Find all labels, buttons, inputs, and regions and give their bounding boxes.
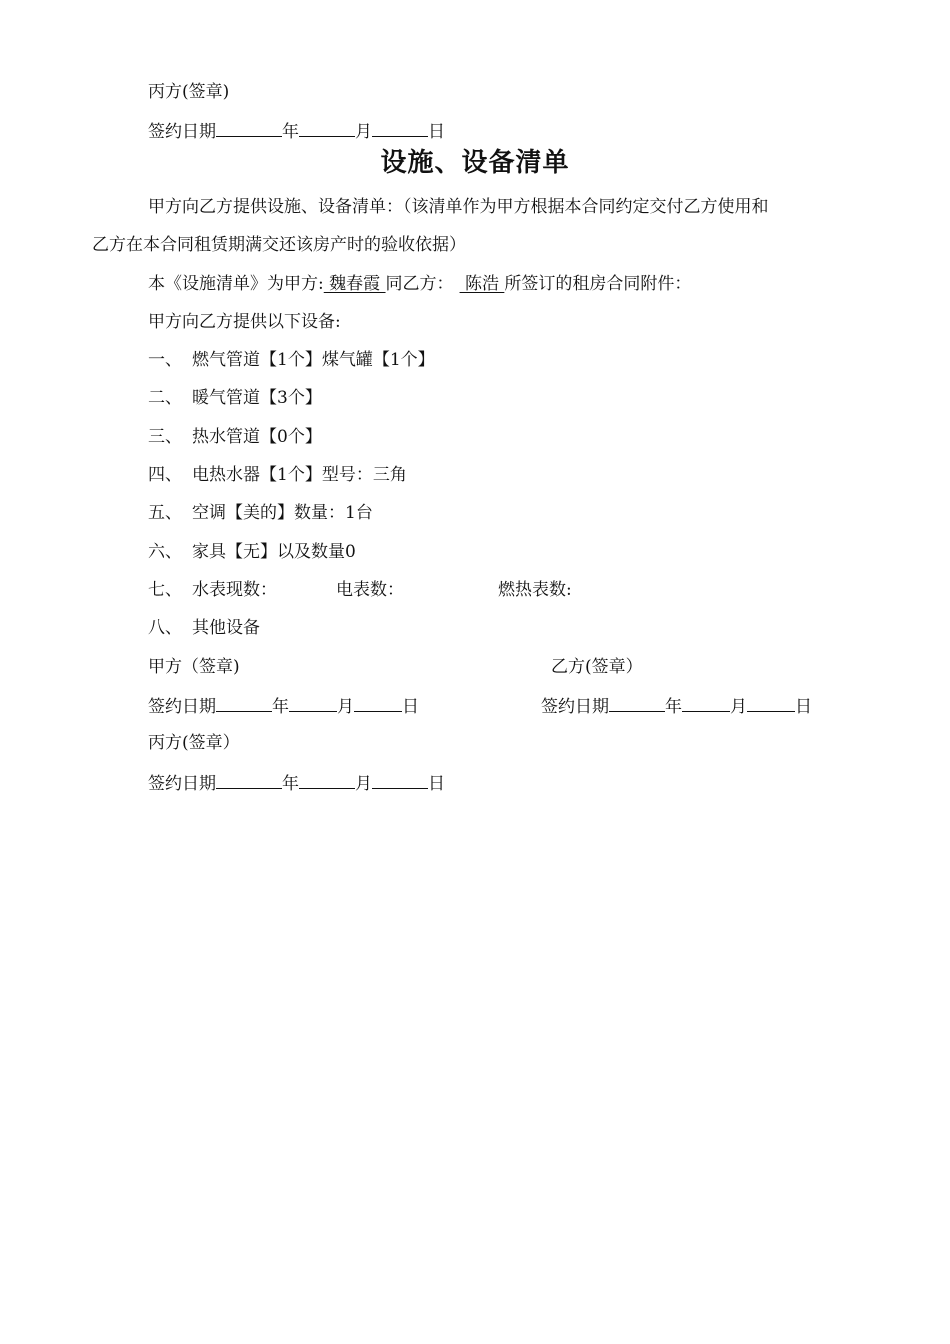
document-title: 设施、设备清单 [380,148,570,178]
month-label: 月 [355,774,372,794]
gas-meter-label: 燃热表数: [498,580,572,600]
intro-line-2: 乙方在本合同租赁期满交还该房产时的验收依据） [92,235,466,255]
sign-date-top [148,118,445,144]
item-number: 二、 [148,388,182,408]
item-number: 一、 [148,350,182,370]
item-number: 七、 [148,580,182,600]
month-blank [299,770,355,789]
month-blank [299,118,355,137]
item-text: 热水管道【0个】 [192,427,322,447]
list-item [148,501,373,525]
intro-line-1: 甲方向乙方提供设施、设备清单：（该清单作为甲方根据本合同约定交付乙方使用和 [148,197,769,217]
meter-readings-item [148,578,628,602]
parties-middle: 同乙方： [385,274,454,294]
day-blank [372,118,428,137]
item-number: 五、 [148,503,182,523]
year-blank [216,770,282,789]
list-item [148,540,356,564]
day-label: 日 [795,697,812,717]
parties-suffix: 所签订的租房合同附件： [504,274,692,294]
list-item [148,386,322,410]
year-label: 年 [665,697,682,717]
day-blank [372,770,428,789]
parties-line [148,272,691,296]
month-label: 月 [730,697,747,717]
month-label: 月 [337,697,354,717]
party-a-sign-date [148,693,419,719]
day-label: 日 [402,697,419,717]
item-number: 八、 [148,618,182,638]
day-label: 日 [428,774,445,794]
party-b-name: 陈浩 [459,274,505,294]
month-blank [682,693,730,712]
day-label: 日 [428,122,445,142]
electric-meter-label: 电表数： [336,580,404,600]
year-blank [609,693,665,712]
party-c-sign-label: 丙方(签章) [148,82,230,102]
year-label: 年 [282,122,299,142]
item-text: 空调【美的】数量：1台 [192,503,373,523]
item-number: 六、 [148,542,182,562]
list-item [148,348,435,372]
year-blank [216,693,272,712]
month-blank [289,693,337,712]
equipment-intro: 甲方向乙方提供以下设备: [148,312,341,332]
parties-prefix: 本《设施清单》为甲方: [148,274,324,294]
item-text: 家具【无】以及数量0 [192,542,356,562]
date-prefix: 签约日期 [148,697,216,717]
party-b-sign-date [541,693,812,719]
party-a-sign: 甲方（签章) [148,657,240,677]
item-text: 暖气管道【3个】 [192,388,322,408]
item-number: 三、 [148,427,182,447]
list-item [148,616,260,640]
year-label: 年 [282,774,299,794]
list-item [148,463,407,487]
day-blank [354,693,402,712]
item-text: 其他设备 [192,618,260,638]
item-text: 电热水器【1个】型号：三角 [192,465,407,485]
item-number: 四、 [148,465,182,485]
party-b-sign: 乙方(签章） [551,657,643,677]
party-a-name: 魏春霞 [323,274,386,294]
list-item [148,425,322,449]
year-label: 年 [272,697,289,717]
party-c-sign: 丙方(签章） [148,733,240,753]
party-c-sign-date [148,770,445,796]
date-prefix: 签约日期 [148,774,216,794]
year-blank [216,118,282,137]
day-blank [747,693,795,712]
party-c-sign-top [148,80,229,104]
date-prefix: 签约日期 [541,697,609,717]
date-prefix: 签约日期 [148,122,216,142]
month-label: 月 [355,122,372,142]
item-text: 燃气管道【1个】煤气罐【1个】 [192,350,435,370]
water-meter-label: 水表现数： [192,580,277,600]
